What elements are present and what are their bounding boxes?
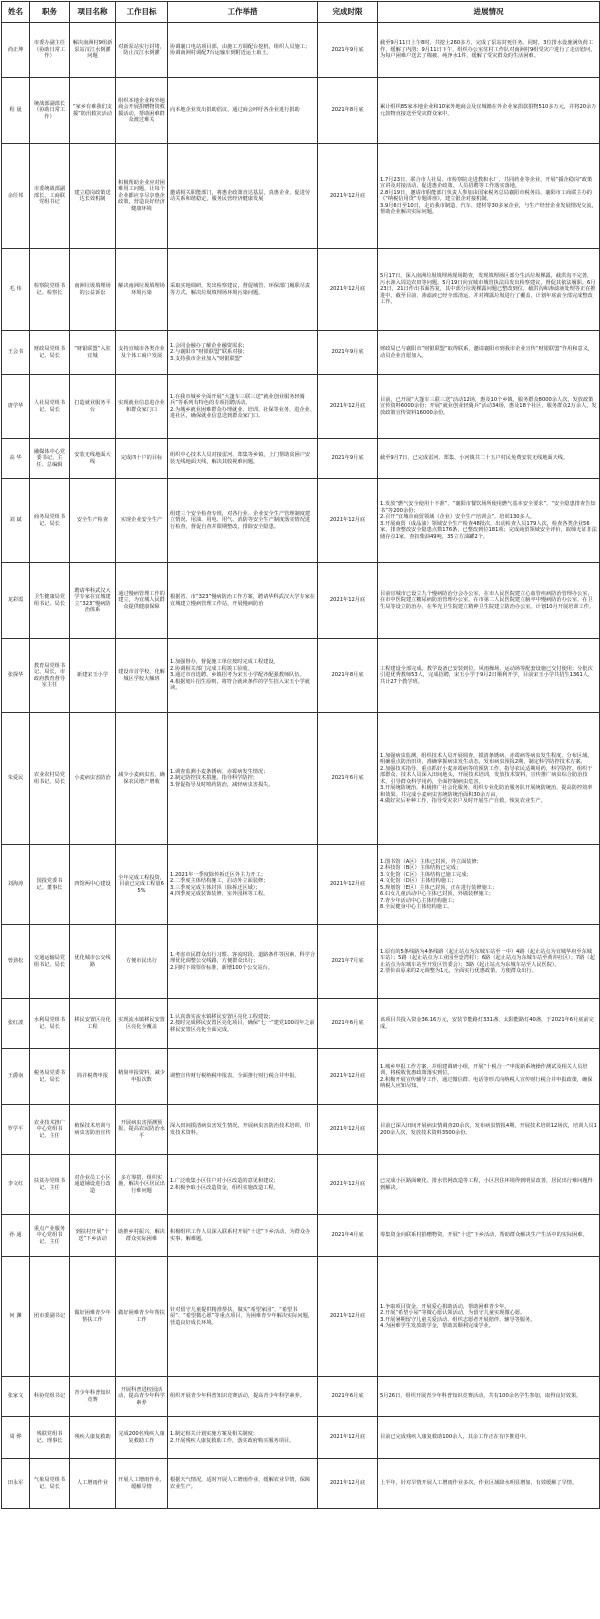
cell-name: 罗学平 [2, 1105, 30, 1155]
cell-project: 青少年科普知识竞赛 [70, 1377, 116, 1417]
cell-deadline: 2021年7月底 [318, 925, 378, 999]
cell-measures: 根据天气情况，适时开展人工增雨作业，缓解农业旱情，保障农业生产。 [168, 1459, 318, 1509]
cell-goal: 完成四十户的目标 [116, 439, 168, 479]
cell-deadline: 2021年12月底 [318, 1417, 378, 1459]
cell-position: 市委办副主任（协助日常工作） [30, 23, 70, 78]
cell-goal: 通过慢病管理工作的建立，为宜城人民群众提供健康保障 [116, 563, 168, 639]
cell-measures: 1.制定相关计划实施方案及相关制度； 2.开展残疾人康复救助工作，落实政府购买服务项目。 [168, 1417, 318, 1459]
cell-deadline: 2021年12月底 [318, 144, 378, 249]
cell-goal: 减少小麦病虫害，确保农民增产增收 [116, 713, 168, 845]
cell-name: 张红波 [2, 999, 30, 1049]
cell-project: “财银联盟”入驻宜城 [70, 331, 116, 375]
cell-name: 朱爱民 [2, 713, 30, 845]
cell-position: 国投党委书记、董事长 [30, 845, 70, 925]
cell-project: 解决南洲村9组新泵站汉江水倒灌问题 [70, 23, 116, 78]
cell-project: 小麦病虫害防治 [70, 713, 116, 845]
cell-project: 南洲垃圾填埋场的公益诉讼 [70, 249, 116, 331]
table-row [2, 439, 600, 479]
cell-project: 简并税费申报 [70, 1049, 116, 1105]
cell-measures: 积极组织工作人员深入联系村开展“十送”下乡活动，为群众办实事、解难题。 [168, 1215, 318, 1257]
cell-position: 卫生健康局党组书记、局长 [30, 563, 70, 639]
cell-name: 程 晟 [2, 78, 30, 144]
cell-position: 财政局党组书记、局长 [30, 331, 70, 375]
cell-measures: 1.会同金融办了解企业融资需求； 2.与襄阳市“财银联盟”联系对接； 3.支持我市企业加入“财银联盟” [168, 331, 318, 375]
cell-project: 新建宋玉小学 [70, 639, 116, 713]
table-row [2, 563, 600, 639]
table-row [2, 1215, 600, 1257]
cell-deadline: 2021年12月底 [318, 1049, 378, 1105]
cell-project: 安装无线地面大线 [70, 439, 116, 479]
cell-goal: 做好困难青少年帮扶工作 [116, 1257, 168, 1377]
cell-goal: 解决南洲垃圾填埋场环境污染 [116, 249, 168, 331]
cell-progress: 目前，已开展“大篷车三联三送”活动12场，惠及10个乡镇，服务群众8000余人次，发放政策宣传资料6000余份；开展“就业创业轻骑兵”活动34场，惠及18个社区，服务群众2万余人，发放政策宣传资料16000余份。 [378, 375, 600, 439]
cell-project: 人工增雨作业 [70, 1459, 116, 1509]
header-position: 职务 [30, 2, 70, 23]
cell-name: 余任邦 [2, 144, 30, 249]
cell-measures: 1.广泛收集小区住户对小区改造的意见和建议； 2.积极争取小区改造资金，组织实施改造工程。 [168, 1155, 318, 1215]
cell-deadline: 2021年12月底 [318, 479, 378, 563]
cell-deadline: 2021年8月底 [318, 639, 378, 713]
header-project: 项目名称 [70, 2, 116, 23]
table-body [2, 23, 600, 1509]
cell-progress: 5月17日，深入南洲垃圾填埋场现场勘查，发现填埋场区部分生活垃圾裸露，截洪沟不完善，污水渗入周边农田等问题。5月19日向宜城市城管执法局发出检察建议，督促其依法履职。6月23日，21日作出书面答复，其中部分垃圾裸露问题已整改到位，截洪沟和渗滤液处理等正在推进中。截至目前，渗滤液已经全部清运，并对裸露垃圾进行了覆盖，计划年底前全部完成整改工作。 [378, 249, 600, 331]
cell-deadline: 2021年6月底 [318, 1377, 378, 1417]
cell-progress: 目前宜城市已设立九个慢病防治分会办公室，在市人民医院建立心血管疾病防治管理办公室，在市中医院建立糖尿病防治管理办公室，在市第二人民医院建立脑卒中慢病防治办公室，在卫生局等设立防治办，在华光卫生院建立精神卫生院建立防治办公室。计划10月开展培训工作。 [378, 563, 600, 639]
cell-progress: 截至9月11日上午8时，共挖土260多方，完成了泵站封死任务。同时，3位排水设施满负荷工作，缓解了内涝；9月11日下午，组织办公室驻村工作队对南洲村9组受灾户进行了走访慰问，为每户困难户送去了棉被、纯净水1件，缓解了受灾群众的生活困难。 [378, 23, 600, 78]
cell-position: 市委统战部副部长，工商联党组书记 [30, 144, 70, 249]
cell-name: 唐学华 [2, 375, 30, 439]
cell-measures: 1.考虑市民群众出行习惯、客流时段、道路条件等因素，科学合理优化调整公交线路，方便群众出行； 2.同时下调票价标准，新增100个公交站台。 [168, 925, 318, 999]
cell-position: 扶贫办党组书记、主任 [30, 1155, 70, 1215]
cell-deadline: 2021年12月底 [318, 249, 378, 331]
work-report-table [1, 1, 600, 1509]
cell-position: 教育局党组书记、局长，市政府教育督导室主任 [30, 639, 70, 713]
table-row [2, 1459, 600, 1509]
table-row [2, 78, 600, 144]
cell-progress: 该项目共投入资金36.16万元，安装节能路灯331盏、太阳能路灯40盏，于2021年6月底前完成。 [378, 999, 600, 1049]
cell-progress: 1.城乡申报工作方案，并组建调研小组，开展“十税合一”申报新系统操作测试及相关人员培训，将税收优惠政策落实到位。 2.积极开展宣传辅导工作，通过微信群、电话等形式向纳税人宣传财行税合并申报政策，确保纳税人应知尽知。 [378, 1049, 600, 1105]
cell-progress: 目前已深入田间开展病虫情调查20余次，发布病虫情报4期，开展技术培训12场次，培训人员1200余人次，发放技术资料3500余份。 [378, 1105, 600, 1155]
cell-position: 人社局党组书记、局长 [30, 375, 70, 439]
table-row [2, 331, 600, 375]
cell-goal: 实现流水镇移民安置区亮化全覆盖 [116, 999, 168, 1049]
cell-goal: 支持宜城市各类企业及个体工商户发展 [116, 331, 168, 375]
cell-goal: 全年完成工程投资，目前已完成工程量65% [116, 845, 168, 925]
cell-measures: 1.2021年一季度除传拆迁区外主力开工； 2.二季度主体结构施工，启动外立面装修； 3.三季度完成主体封顶（除拆迁区域）； 4.四季度完成装饰装修、室外园林等工程。 [168, 845, 318, 925]
cell-name: 孙 通 [2, 1215, 30, 1257]
cell-goal: 对新泵站实行封堵，防止汉江水倒灌 [116, 23, 168, 78]
cell-measures: 1.调查监测小麦条锈病、赤霉病发生情况； 2.制定防控技术措施，指导科学防控； 3.督促指导及时喷药防治，减轻病虫害损失。 [168, 713, 318, 845]
cell-position: 农业技术推广中心党组书记、主任 [30, 1105, 70, 1155]
table-row [2, 1377, 600, 1417]
cell-name: 田永军 [2, 1459, 30, 1509]
cell-goal: 实现就业信息进企业和群众家门口 [116, 375, 168, 439]
cell-position: 融媒体中心党委书记、主任、总编辑 [30, 439, 70, 479]
cell-progress: 筹集资金向联系村捐赠物资，开展“十送”下乡活动，帮助群众解决生产生活中的实际困难。 [378, 1215, 600, 1257]
cell-position: 残联党组书记、理事长 [30, 1417, 70, 1459]
cell-position: 重点产业服务中心党组书记、主任 [30, 1215, 70, 1257]
cell-project: 到扶村开展“十送”下乡活动 [70, 1215, 116, 1257]
cell-deadline: 2021年12月底 [318, 375, 378, 439]
cell-position: 科协党组书记 [30, 1377, 70, 1417]
table-row [2, 249, 600, 331]
cell-goal: 开展人工增雨作业，缓解旱情 [116, 1459, 168, 1509]
table-row [2, 1105, 600, 1155]
table-row [2, 713, 600, 845]
cell-progress: 1.争取项目资金，开展爱心捐助活动，帮助困难青少年。 2.开展“希望小屋”等微心愿认领活动，为留守儿童实现微心愿。 3.开展暑期留守儿童关爱活动，组织志愿者开展陪伴、辅导等服务。 4.为困难学生发放助学金，帮助其顺利完成学业。 [378, 1257, 600, 1377]
table-header-row [2, 2, 600, 23]
cell-position: 团市委副书记 [30, 1257, 70, 1377]
table-row [2, 639, 600, 713]
cell-goal: 建设市首学校，化解城区学校大额班 [116, 639, 168, 713]
cell-position: 统战部副部长（协助日常工作） [30, 78, 70, 144]
cell-goal: 开展科普进校园活动，提高青少年科学素养 [116, 1377, 168, 1417]
table-row [2, 23, 600, 78]
cell-progress: 1.原有的5条线路为4条线路（起止站点为东城车站至一中）4路（起止站点为宜城华府至东城车站）；5路（起止站点为工业园至壹湾村）；6路（起止站点为东城车站至黄冲社区）；7路（起止站点为东城车站至开发区管委会）；3路（起止站点为东城车站至人民医院）。 2.票价由原来的2元调整为1元，全面实行优惠政策，方便群众出行。 [378, 925, 600, 999]
cell-measures: 调整宣传财行税纳税申报表，全面推行财行税合并申报。 [168, 1049, 318, 1105]
cell-name: 毛 伟 [2, 249, 30, 331]
table-row [2, 925, 600, 999]
table-row [2, 479, 600, 563]
cell-progress: 5月26日，组织开展青少年科普知识竞赛活动，共有100余名学生参加，取得良好效果。 [378, 1377, 600, 1417]
cell-measures: 组织中心技术人员对接雷河、郑集等乡镇，上门帮助贫困户安装无线地面天线，解决其收视难问题。 [168, 439, 318, 479]
cell-progress: 1.发放“燃气安全使用十不准”、“襄阳市餐饮场所使用燃气基本安全要求”、“安全隐患排查告知书”等200余份； 2.召开“宜城市商贸领域（企业）安全生产培训会”，培训130多人。 3.开展商贸（成品油）领域安全生产检查48批次，出动检查人员179人次，检查各类企业56家，排查整改安全隐患点数176条，已整改到位181项；完成商贸领域安全评价，取缔无证非法储存点1家，查扣柴油49吨，35立方油罐2个。 [378, 479, 600, 563]
table-row [2, 1049, 600, 1105]
cell-measures: 邀请相关职能部门，将惠企政策直达基层，真惠企业，促进劳动关系和谐稳定，服务民营经济健康发展 [168, 144, 318, 249]
cell-progress: 财政局已与襄阳市“财银联盟”取得联系，邀请襄阳市到我市企业宣传“财银联盟”作用和意义，动员企业自愿加入。 [378, 331, 600, 375]
cell-progress: 1.加强病虫监测，组织技术人员开展调查，摸清条锈病、赤霉病等病虫发生程度、分布区域，明确重点防治田块，准确掌握病虫发生动态，发布病虫预报2期，制定科学防控技术方案。 2.加强技术指导，重点抓好小麦赤霉病等的预防工作，指导农民适期用药，科学防控。组织干部群众、技术人员深入田间地头，开展技术培训，发放技术资料，宣传推广病虫综合防治技术，引导群众科学用药，全面控制病虫危害。 3.开展统防统治，积极推广社会化服务，组织专业化防治服务队开展统防统治，提高防控效率和效果。共完成小麦病虫害统防统治面积30余万亩。 4.做好灾后补种工作，指导受灾农户及时开展生产自救，恢复农业生产。 [378, 713, 600, 845]
cell-project: 植保技术培训与病虫害防治宣传 [70, 1105, 116, 1155]
cell-project: 四馆两中心建设 [70, 845, 116, 925]
cell-deadline: 2021年12月底 [318, 845, 378, 925]
cell-name: 张探华 [2, 639, 30, 713]
cell-measures: 协调襄口电站项目部，由施工方调配台挖机，组织人员施工；协调南洲村调配7台运输车到附近运土取土。 [168, 23, 318, 78]
table-row [2, 999, 600, 1049]
cell-goal: 实现企业安全生产 [116, 479, 168, 563]
cell-goal: 开展病虫害预测预报，提高农民防治水平 [116, 1105, 168, 1155]
header-measures: 工作举措 [168, 2, 318, 23]
cell-project: 移民安置区亮化工程 [70, 999, 116, 1049]
cell-position: 检察院党组书记、检察长 [30, 249, 70, 331]
cell-name: 尚正坤 [2, 23, 30, 78]
cell-progress: 工程建设全部完成。教学设备已安装到位，风雨操场、运动场等配套设施已交付使用；分批次引进优秀教师53人，完成招聘，宋玉小学于9月2日顺利开学，目前宋玉小学共招生1361人，共计27个教学班。 [378, 639, 600, 713]
cell-progress: 目前已完成残疾人康复救助100余人，其余工作正在有序推进中。 [378, 1417, 600, 1459]
header-name: 姓名 [2, 2, 30, 23]
cell-project: 优化城市公交线路 [70, 925, 116, 999]
cell-project: 打造就业服务平台 [70, 375, 116, 439]
cell-deadline: 2021年12月底 [318, 1459, 378, 1509]
cell-deadline: 2021年12月底 [318, 563, 378, 639]
cell-goal: 精简申报资料，减少申报次数 [116, 1049, 168, 1105]
cell-measures: 深入田间摸清病虫害发生情况，开展病虫害防治技术培训，印发技术资料。 [168, 1105, 318, 1155]
cell-deadline: 2021年6月底 [318, 999, 378, 1049]
cell-deadline: 2021年9月底 [318, 439, 378, 479]
cell-name: 周 烨 [2, 1417, 30, 1459]
table-row [2, 1155, 600, 1215]
cell-deadline: 2021年6月底 [318, 713, 378, 845]
cell-position: 水利局党组书记、局长 [30, 999, 70, 1049]
cell-measures: 组织开展青少年科普知识竞赛活动，提高青少年科学素养。 [168, 1377, 318, 1417]
cell-position: 商务局党组书记、局长 [30, 479, 70, 563]
cell-name: 王会书 [2, 331, 30, 375]
table-row [2, 1417, 600, 1459]
cell-name: 张家文 [2, 1377, 30, 1417]
cell-name: 曾劲松 [2, 925, 30, 999]
cell-goal: 组织本地企业和外地商会开展捐赠物资救援活动，帮助困难群众渡过难关 [116, 78, 168, 144]
cell-name: 高 华 [2, 439, 30, 479]
cell-project: 对企业员工小区通道铺设进行改造 [70, 1155, 116, 1215]
table-row [2, 1257, 600, 1377]
cell-progress: 上半年，针对旱情开展人工增雨作业多次，作业区域降水明显增加，有效缓解了旱情。 [378, 1459, 600, 1509]
header-goal: 工作目标 [116, 2, 168, 23]
cell-progress: 1.7月23日，联合市人社局、市检察院走进教和水厂，共同药业等企业，开展“援企稳岗”政策宣讲及对接活动，促进惠企政策、人员招聘等工作落实落地。 2.8月19日，邀请市职能部门负责人参加由国家税务总局襄阳市税务局、襄阳市工商联主办的《“纳税信用贷”专题讲座》，建立银企对接机制。 3.9月6日至10日，走访我市制造、汽车、建材等30多家企业，与生产经营企业发展情况交流，帮助企业解决实际问题。 [378, 144, 600, 249]
cell-deadline: 2021年4月底 [318, 1215, 378, 1257]
cell-project: 建立稳岗政策送达长效机制 [70, 144, 116, 249]
cell-goal: 积极帮助企业应对困难用工问题，让每个企业都应享尽享惠企政策，营造良好经济健康环境 [116, 144, 168, 249]
cell-progress: 1.图书馆（A区）主体已封顶，外立面装修； 2.科技馆（B区）主体结构已完成； 3.文化馆（C区）主体结构已施工完成； 4.文化馆（D区）主体结构施工； 5.规划馆（E区）主体已封顶，正在进行装修施工； 6.妇女儿童活动中心主体已封顶，外墙装修施工； 7.青少年活动中心主体结构施工； 8.全民健身中心主体结构施工。 [378, 845, 600, 925]
table-row [2, 845, 600, 925]
cell-name: 龙彩霞 [2, 563, 30, 639]
cell-deadline: 2021年12月底 [318, 1105, 378, 1155]
cell-name: 王爵南 [2, 1049, 30, 1105]
cell-deadline: 2021年9月底 [318, 23, 378, 78]
header-progress: 进展情况 [378, 2, 600, 23]
cell-progress: 截至9月7日，已完成雷河、郑集、小河镇共二十五户村民免费安装无线地面天线。 [378, 439, 600, 479]
cell-deadline: 2021年12月底 [318, 1257, 378, 1377]
cell-goal: 方便市民出行 [116, 925, 168, 999]
table-row [2, 144, 600, 249]
cell-goal: 助推乡村振兴，解决群众实际困难 [116, 1215, 168, 1257]
header-deadline: 完成时限 [318, 2, 378, 23]
cell-project: 安全生产检查 [70, 479, 116, 563]
cell-name: 李文红 [2, 1155, 30, 1215]
cell-project: 聘请华科武汉大学专家在宜城建立“323”慢病防治体系 [70, 563, 116, 639]
cell-deadline: 2021年9月底 [318, 331, 378, 375]
cell-position: 交通运输局党组书记、局长 [30, 925, 70, 999]
cell-progress: 累计组织85家本地企业和10家外地商会及宜城籍在外企业家捐款捐物510多万元，并将20余万元款物直接送至受灾群众家中。 [378, 78, 600, 144]
cell-measures: 1.在我市城乡全面开展“大篷车三联三送”就业创业服务轻骑兵”等系列有特色的专项招聘活动。 2.为城乡就业困难群众办理就业、培训、社保等业务，进企业、进社区，确保就业信息送到群众家门口。 [168, 375, 318, 439]
cell-position: 税务局党委书记、局长 [30, 1049, 70, 1105]
table-row [2, 375, 600, 439]
cell-name: 何 渊 [2, 1257, 30, 1377]
cell-project: “家乡有难我们支援”防汛救灾活动 [70, 78, 116, 144]
cell-measures: 针对留守儿童提供精准帮扶，做实“希望家园”、“希望书屋”、“希望微心愿”等重点项目，为困难青少年解决实际问题，营造良好成长环境。 [168, 1257, 318, 1377]
cell-measures: 采取实地调研，发出检察建议，督促城管、环保部门履职尽责等方式，解决垃圾填埋场环境污染问题。 [168, 249, 318, 331]
cell-measures: 1.加强督办，督促施工单位按时完成工程建设。 2.协调相关部门完成工程竣工验收。 3.通过市直选聘、乡镇招考为宋玉小学配齐配强教师队伍。 4.根据划片招生原则，将符合就读条件的学生招入宋玉小学就读。 [168, 639, 318, 713]
cell-measures: 1.认真落实流水镇移民安置区亮化工程建设； 2.按时完成移民安置区亮化项目，确保“七一”建党100周年之前移民安置区亮化全面完成。 [168, 999, 318, 1049]
cell-goal: 多方筹措，组织实施，解决小区居民出行难问题 [116, 1155, 168, 1215]
cell-deadline: 2021年12月底 [318, 1155, 378, 1215]
cell-measures: 向本地企业发出捐助倡议，通过商会呼吁各企业进行捐助 [168, 78, 318, 144]
cell-project: 做好困难青少年帮扶工作 [70, 1257, 116, 1377]
cell-measures: 根据省、市“323”慢病防治工作方案，聘请华科武汉大学专家在宜城建立慢病管理工作站，开展慢病防治 [168, 563, 318, 639]
cell-goal: 完成200名残疾人康复救助工作 [116, 1417, 168, 1459]
cell-name: 刘海涛 [2, 845, 30, 925]
cell-project: 残疾人康复救助 [70, 1417, 116, 1459]
cell-position: 气象局党组书记、局长 [30, 1459, 70, 1509]
cell-deadline: 2021年8月底 [318, 78, 378, 144]
cell-position: 农业农村局党组书记、局长 [30, 713, 70, 845]
cell-name: 刘 斌 [2, 479, 30, 563]
cell-progress: 已完成小区路面硬化、排水管网改造等工程，小区居住环境得到明显改善，居民出行难问题得到解决。 [378, 1155, 600, 1215]
cell-measures: 组建三个安全检查专班，对各行业、企业安全生产管理制度建立情况、用油、用电、用气、消防等安全生产制度落实情况进行检查，督促自查并限期整改，排除安全隐患。 [168, 479, 318, 563]
